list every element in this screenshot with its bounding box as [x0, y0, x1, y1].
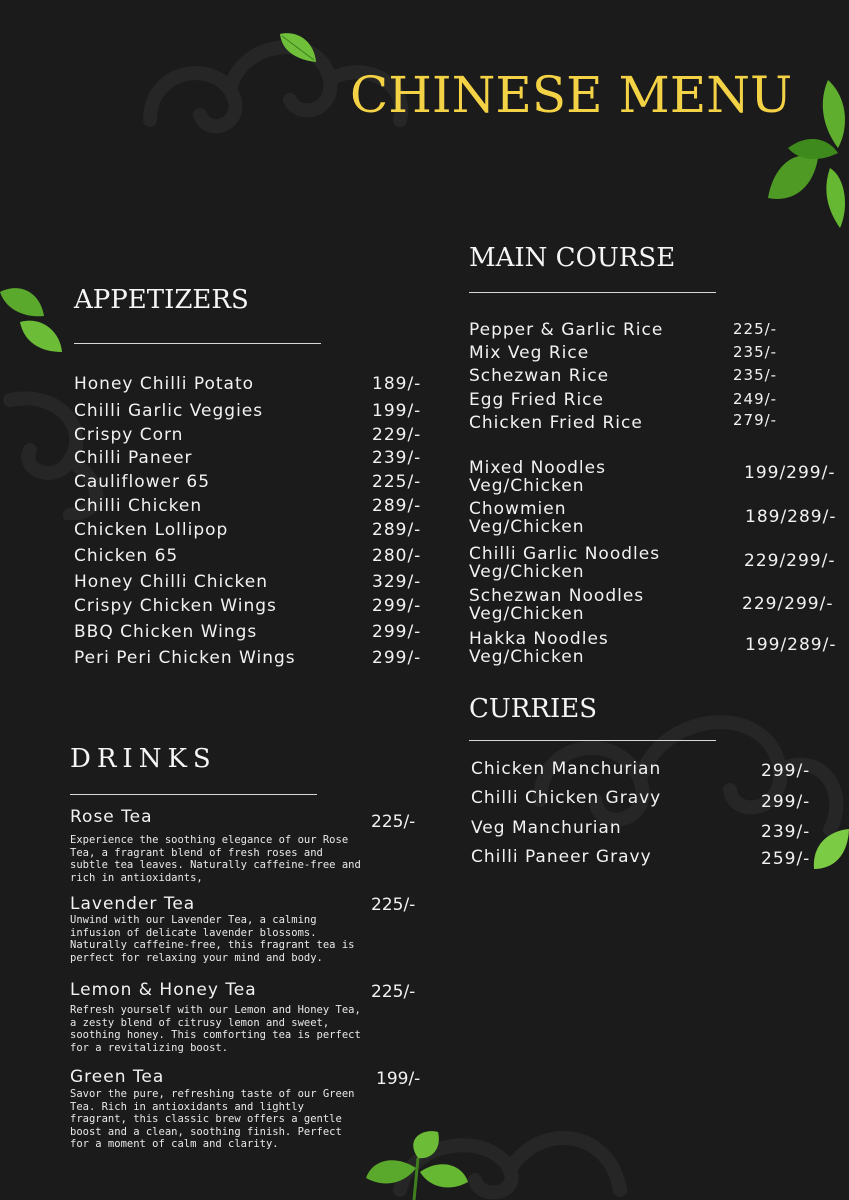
item-price: 235/-: [733, 343, 778, 361]
appetizers-heading: APPETIZERS: [74, 285, 249, 315]
drink-description: Savor the pure, refreshing taste of our Green Tea. Rich in antioxidants and lightly fragrant, this classic brew offers a gentle boost and a clean, soothing finish. Perfect for a moment of calm and clarity.: [70, 1088, 355, 1151]
drink-price: 225/-: [371, 982, 416, 1002]
item-price: 299/-: [372, 648, 422, 668]
mint-leaves-icon: [0, 282, 64, 356]
item-price: 289/-: [372, 520, 422, 540]
item-name: BBQ Chicken Wings: [74, 622, 258, 642]
item-variant: Veg/Chicken: [469, 604, 585, 624]
mint-leaf-icon: [810, 825, 849, 875]
drink-name: Lavender Tea: [70, 894, 196, 914]
item-variant: Veg/Chicken: [469, 647, 585, 667]
item-price: 229/299/-: [742, 594, 834, 614]
item-price: 299/-: [761, 761, 811, 781]
drinks-heading: DRINKS: [70, 744, 217, 774]
item-name: Honey Chilli Chicken: [74, 572, 269, 592]
drink-description: Unwind with our Lavender Tea, a calming infusion of delicate lavender blossoms. Naturally caffeine-free, this fragrant tea is perfect for relaxing your mind and body.: [70, 914, 355, 964]
item-name: Mixed Noodles: [469, 458, 606, 478]
item-name: Chicken Lollipop: [74, 520, 229, 540]
drink-name: Rose Tea: [70, 807, 153, 827]
drinks-divider: [70, 794, 317, 795]
item-name: Honey Chilli Potato: [74, 374, 255, 394]
item-name: Chilli Garlic Veggies: [74, 401, 264, 421]
item-name: Egg Fried Rice: [469, 390, 604, 410]
mint-leaf-icon: [278, 30, 318, 64]
drink-price: 225/-: [371, 895, 416, 915]
main-course-heading: MAIN COURSE: [469, 243, 676, 273]
drink-price: 225/-: [371, 812, 416, 832]
item-price: 249/-: [733, 390, 778, 408]
item-name: Chicken Manchurian: [471, 759, 662, 779]
item-price: 329/-: [372, 572, 422, 592]
item-name: Pepper & Garlic Rice: [469, 320, 664, 340]
item-price: 229/-: [372, 425, 422, 445]
item-name: Mix Veg Rice: [469, 343, 590, 363]
item-name: Chilli Paneer Gravy: [471, 847, 652, 867]
item-price: 199/299/-: [744, 463, 836, 483]
item-price: 199/-: [372, 401, 422, 421]
item-name: Schezwan Noodles: [469, 586, 645, 606]
item-name: Chilli Chicken Gravy: [471, 788, 662, 808]
main-course-divider: [469, 292, 716, 293]
item-price: 279/-: [733, 411, 778, 429]
drink-price: 199/-: [376, 1069, 421, 1089]
page-title: CHINESE MENU: [350, 66, 793, 124]
item-name: Crispy Corn: [74, 425, 184, 445]
item-name: Chowmien: [469, 499, 567, 519]
item-price: 259/-: [761, 849, 811, 869]
item-price: 225/-: [733, 320, 778, 338]
curries-divider: [469, 740, 716, 741]
item-price: 189/289/-: [745, 507, 837, 527]
item-variant: Veg/Chicken: [469, 476, 585, 496]
drink-description: Experience the soothing elegance of our Rose Tea, a fragrant blend of fresh roses and subtle tea leaves. Naturally caffeine-free and rich in antioxidants,: [70, 834, 361, 884]
item-name: Chilli Chicken: [74, 496, 203, 516]
item-name: Chicken 65: [74, 546, 179, 566]
drink-name: Green Tea: [70, 1067, 165, 1087]
item-name: Schezwan Rice: [469, 366, 610, 386]
item-name: Chicken Fried Rice: [469, 413, 643, 433]
item-name: Hakka Noodles: [469, 629, 609, 649]
item-variant: Veg/Chicken: [469, 517, 585, 537]
item-price: 225/-: [372, 472, 422, 492]
drink-description: Refresh yourself with our Lemon and Honey Tea, a zesty blend of citrusy lemon and sweet, soothing honey. This comforting tea is perfect for a revitalizing boost.: [70, 1004, 361, 1054]
item-name: Veg Manchurian: [471, 818, 622, 838]
item-variant: Veg/Chicken: [469, 562, 585, 582]
drink-name: Lemon & Honey Tea: [70, 980, 257, 1000]
item-price: 299/-: [761, 792, 811, 812]
item-price: 239/-: [372, 448, 422, 468]
item-price: 199/289/-: [745, 635, 837, 655]
item-price: 289/-: [372, 496, 422, 516]
item-name: Cauliflower 65: [74, 472, 211, 492]
item-name: Peri Peri Chicken Wings: [74, 648, 296, 668]
item-price: 239/-: [761, 822, 811, 842]
item-price: 299/-: [372, 596, 422, 616]
item-name: Crispy Chicken Wings: [74, 596, 277, 616]
item-price: 189/-: [372, 374, 422, 394]
appetizers-divider: [74, 343, 321, 344]
mint-sprig-icon: [364, 1128, 470, 1200]
item-price: 235/-: [733, 366, 778, 384]
curries-heading: CURRIES: [469, 694, 598, 724]
item-price: 280/-: [372, 546, 422, 566]
item-name: Chilli Garlic Noodles: [469, 544, 661, 564]
item-price: 229/299/-: [744, 551, 836, 571]
item-price: 299/-: [372, 622, 422, 642]
item-name: Chilli Paneer: [74, 448, 193, 468]
